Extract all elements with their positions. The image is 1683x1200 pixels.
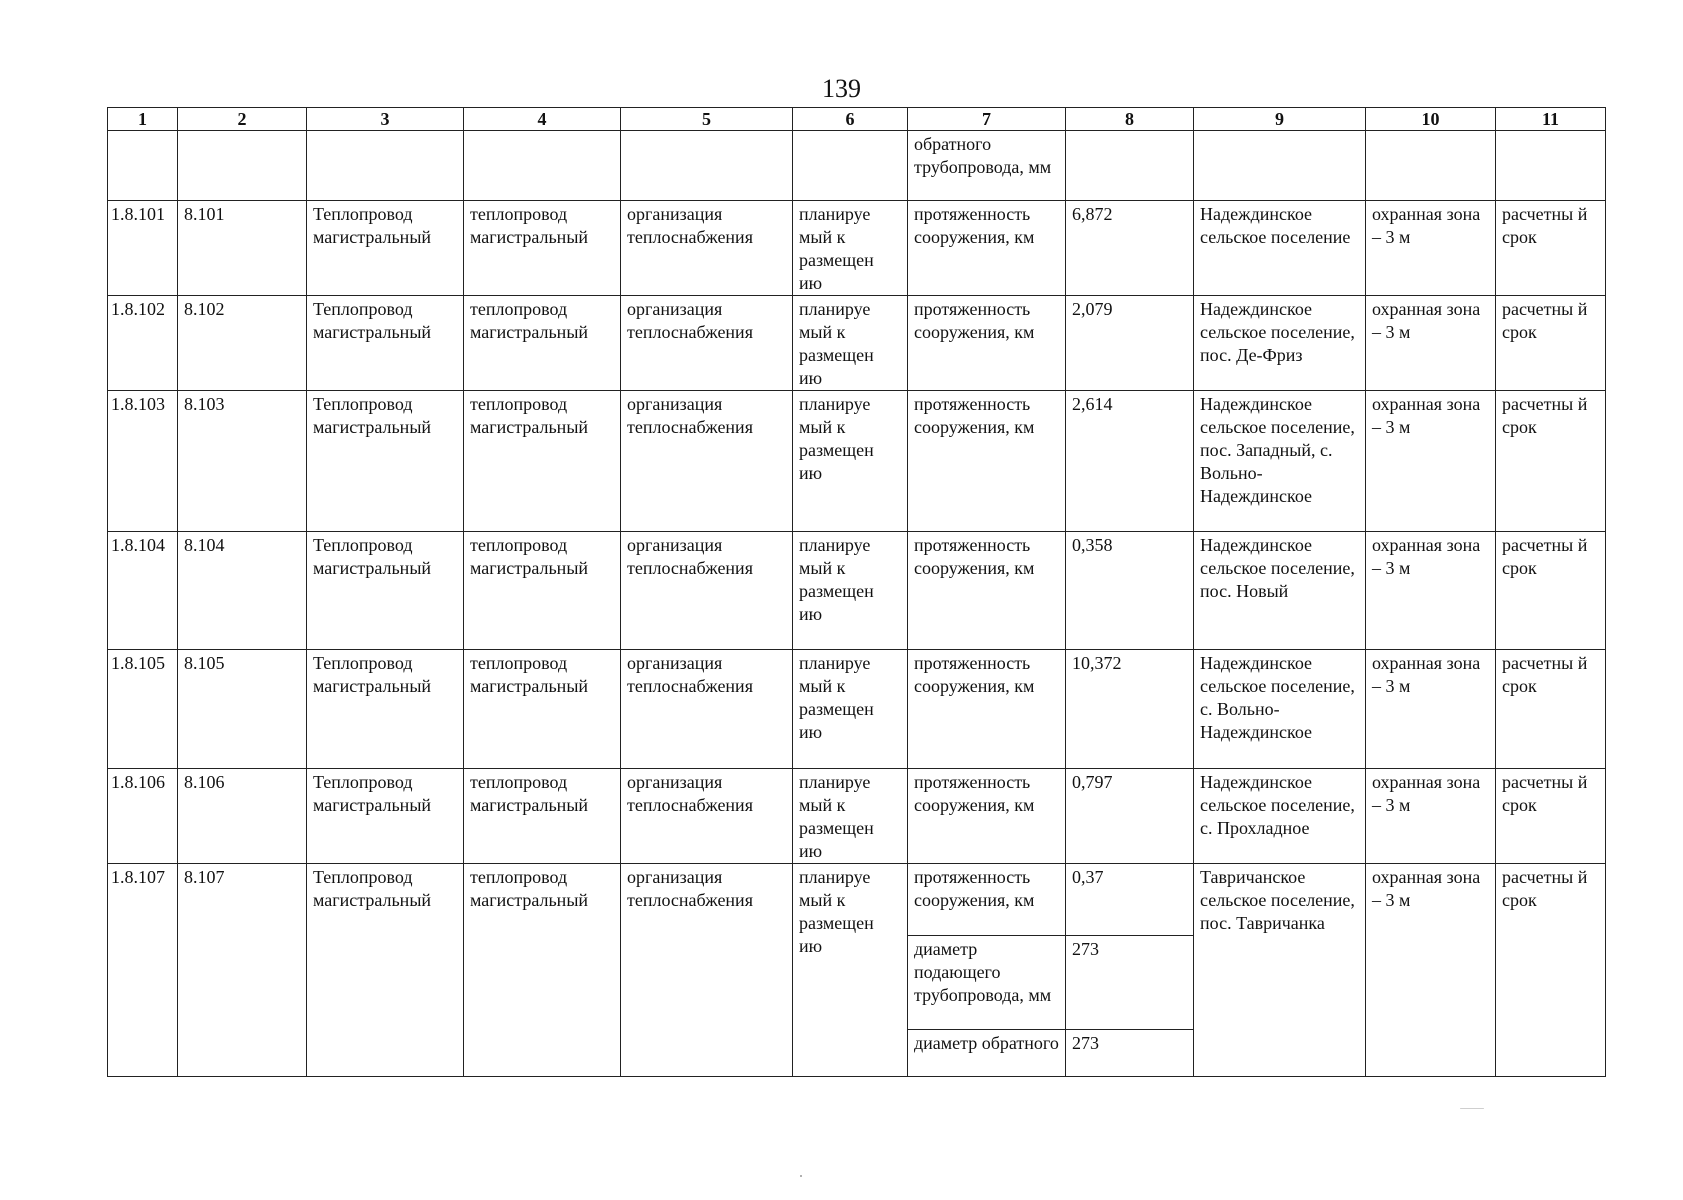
protection-zone: охранная зона – 3 м	[1366, 532, 1496, 650]
param-value: 2,079	[1066, 296, 1194, 391]
table-row	[108, 296, 1606, 391]
param-label: протяженность сооружения, км	[908, 864, 1066, 936]
param-value: 6,872	[1066, 201, 1194, 296]
row-number: 1.8.107	[108, 864, 178, 1077]
param-label: протяженность сооружения, км	[908, 650, 1066, 769]
param-label: протяженность сооружения, км	[908, 769, 1066, 864]
object-location: Надеждинское сельское поселение, с. Прохладное	[1194, 769, 1366, 864]
table-row	[108, 532, 1606, 650]
param-label: диаметр обратного	[908, 1030, 1066, 1077]
object-status: планируе мый к размещен ию	[793, 532, 908, 650]
column-header: 3	[307, 108, 464, 131]
protection-zone: охранная зона – 3 м	[1366, 391, 1496, 532]
row-code: 8.106	[178, 769, 307, 864]
object-type: теплопровод магистральный	[464, 769, 621, 864]
row-code: 8.103	[178, 391, 307, 532]
object-status: планируе мый к размещен ию	[793, 864, 908, 1077]
object-type: теплопровод магистральный	[464, 864, 621, 1077]
param-label: обратного трубопровода, мм	[908, 131, 1066, 201]
object-status: планируе мый к размещен ию	[793, 391, 908, 532]
object-type: теплопровод магистральный	[464, 296, 621, 391]
param-value: 0,37	[1066, 864, 1194, 936]
row-number: 1.8.104	[108, 532, 178, 650]
implementation-term: расчетны й срок	[1496, 201, 1606, 296]
row-number: 1.8.103	[108, 391, 178, 532]
object-purpose: организация теплоснабжения	[621, 864, 793, 1077]
object-status: планируе мый к размещен ию	[793, 296, 908, 391]
column-header: 11	[1496, 108, 1606, 131]
row-number: 1.8.106	[108, 769, 178, 864]
column-header: 6	[793, 108, 908, 131]
protection-zone: охранная зона – 3 м	[1366, 769, 1496, 864]
table-row	[108, 391, 1606, 532]
table-row	[108, 201, 1606, 296]
param-label: протяженность сооружения, км	[908, 296, 1066, 391]
object-name: Теплопровод магистральный	[307, 201, 464, 296]
scan-speck	[1460, 1108, 1484, 1109]
object-purpose: организация теплоснабжения	[621, 769, 793, 864]
param-value: 10,372	[1066, 650, 1194, 769]
table-row	[108, 864, 1606, 936]
object-type: теплопровод магистральный	[464, 391, 621, 532]
row-number: 1.8.105	[108, 650, 178, 769]
protection-zone: охранная зона – 3 м	[1366, 201, 1496, 296]
object-purpose: организация теплоснабжения	[621, 650, 793, 769]
object-name: Теплопровод магистральный	[307, 296, 464, 391]
object-status: планируе мый к размещен ию	[793, 769, 908, 864]
object-type: теплопровод магистральный	[464, 201, 621, 296]
object-purpose: организация теплоснабжения	[621, 532, 793, 650]
protection-zone: охранная зона – 3 м	[1366, 650, 1496, 769]
column-header: 1	[108, 108, 178, 131]
param-value: 273	[1066, 1030, 1194, 1077]
column-header: 2	[178, 108, 307, 131]
object-location: Тавричанское сельское поселение, пос. Тавричанка	[1194, 864, 1366, 1077]
object-location: Надеждинское сельское поселение, пос. Новый	[1194, 532, 1366, 650]
object-status: планируе мый к размещен ию	[793, 201, 908, 296]
param-value: 2,614	[1066, 391, 1194, 532]
object-name: Теплопровод магистральный	[307, 769, 464, 864]
column-number-row	[108, 108, 1606, 131]
protection-zone: охранная зона – 3 м	[1366, 864, 1496, 1077]
implementation-term: расчетны й срок	[1496, 769, 1606, 864]
implementation-term: расчетны й срок	[1496, 391, 1606, 532]
column-header: 8	[1066, 108, 1194, 131]
object-type: теплопровод магистральный	[464, 532, 621, 650]
implementation-term: расчетны й срок	[1496, 296, 1606, 391]
object-location: Надеждинское сельское поселение, с. Вольно-Надеждинское	[1194, 650, 1366, 769]
implementation-term: расчетны й срок	[1496, 864, 1606, 1077]
object-purpose: организация теплоснабжения	[621, 201, 793, 296]
param-label: протяженность сооружения, км	[908, 201, 1066, 296]
row-number: 1.8.101	[108, 201, 178, 296]
object-name: Теплопровод магистральный	[307, 391, 464, 532]
param-value: 273	[1066, 936, 1194, 1030]
table-row	[108, 650, 1606, 769]
param-label: протяженность сооружения, км	[908, 391, 1066, 532]
object-location: Надеждинское сельское поселение, пос. Западный, с. Вольно-Надеждинское	[1194, 391, 1366, 532]
continuation-row	[108, 131, 1606, 201]
param-value: 0,797	[1066, 769, 1194, 864]
document-table	[107, 107, 1606, 1077]
object-location: Надеждинское сельское поселение	[1194, 201, 1366, 296]
implementation-term: расчетны й срок	[1496, 650, 1606, 769]
object-name: Теплопровод магистральный	[307, 532, 464, 650]
row-code: 8.101	[178, 201, 307, 296]
table-row	[108, 769, 1606, 864]
object-type: теплопровод магистральный	[464, 650, 621, 769]
object-name: Теплопровод магистральный	[307, 650, 464, 769]
object-name: Теплопровод магистральный	[307, 864, 464, 1077]
implementation-term: расчетны й срок	[1496, 532, 1606, 650]
row-number: 1.8.102	[108, 296, 178, 391]
row-code: 8.102	[178, 296, 307, 391]
row-code: 8.104	[178, 532, 307, 650]
scan-speck	[800, 1175, 802, 1177]
page-number: 139	[822, 74, 861, 103]
column-header: 7	[908, 108, 1066, 131]
column-header: 4	[464, 108, 621, 131]
column-header: 9	[1194, 108, 1366, 131]
param-label: протяженность сооружения, км	[908, 532, 1066, 650]
object-purpose: организация теплоснабжения	[621, 391, 793, 532]
column-header: 10	[1366, 108, 1496, 131]
object-status: планируе мый к размещен ию	[793, 650, 908, 769]
param-label: диаметр подающего трубопровода, мм	[908, 936, 1066, 1030]
column-header: 5	[621, 108, 793, 131]
row-code: 8.107	[178, 864, 307, 1077]
param-value: 0,358	[1066, 532, 1194, 650]
object-location: Надеждинское сельское поселение, пос. Де-Фриз	[1194, 296, 1366, 391]
protection-zone: охранная зона – 3 м	[1366, 296, 1496, 391]
row-code: 8.105	[178, 650, 307, 769]
object-purpose: организация теплоснабжения	[621, 296, 793, 391]
